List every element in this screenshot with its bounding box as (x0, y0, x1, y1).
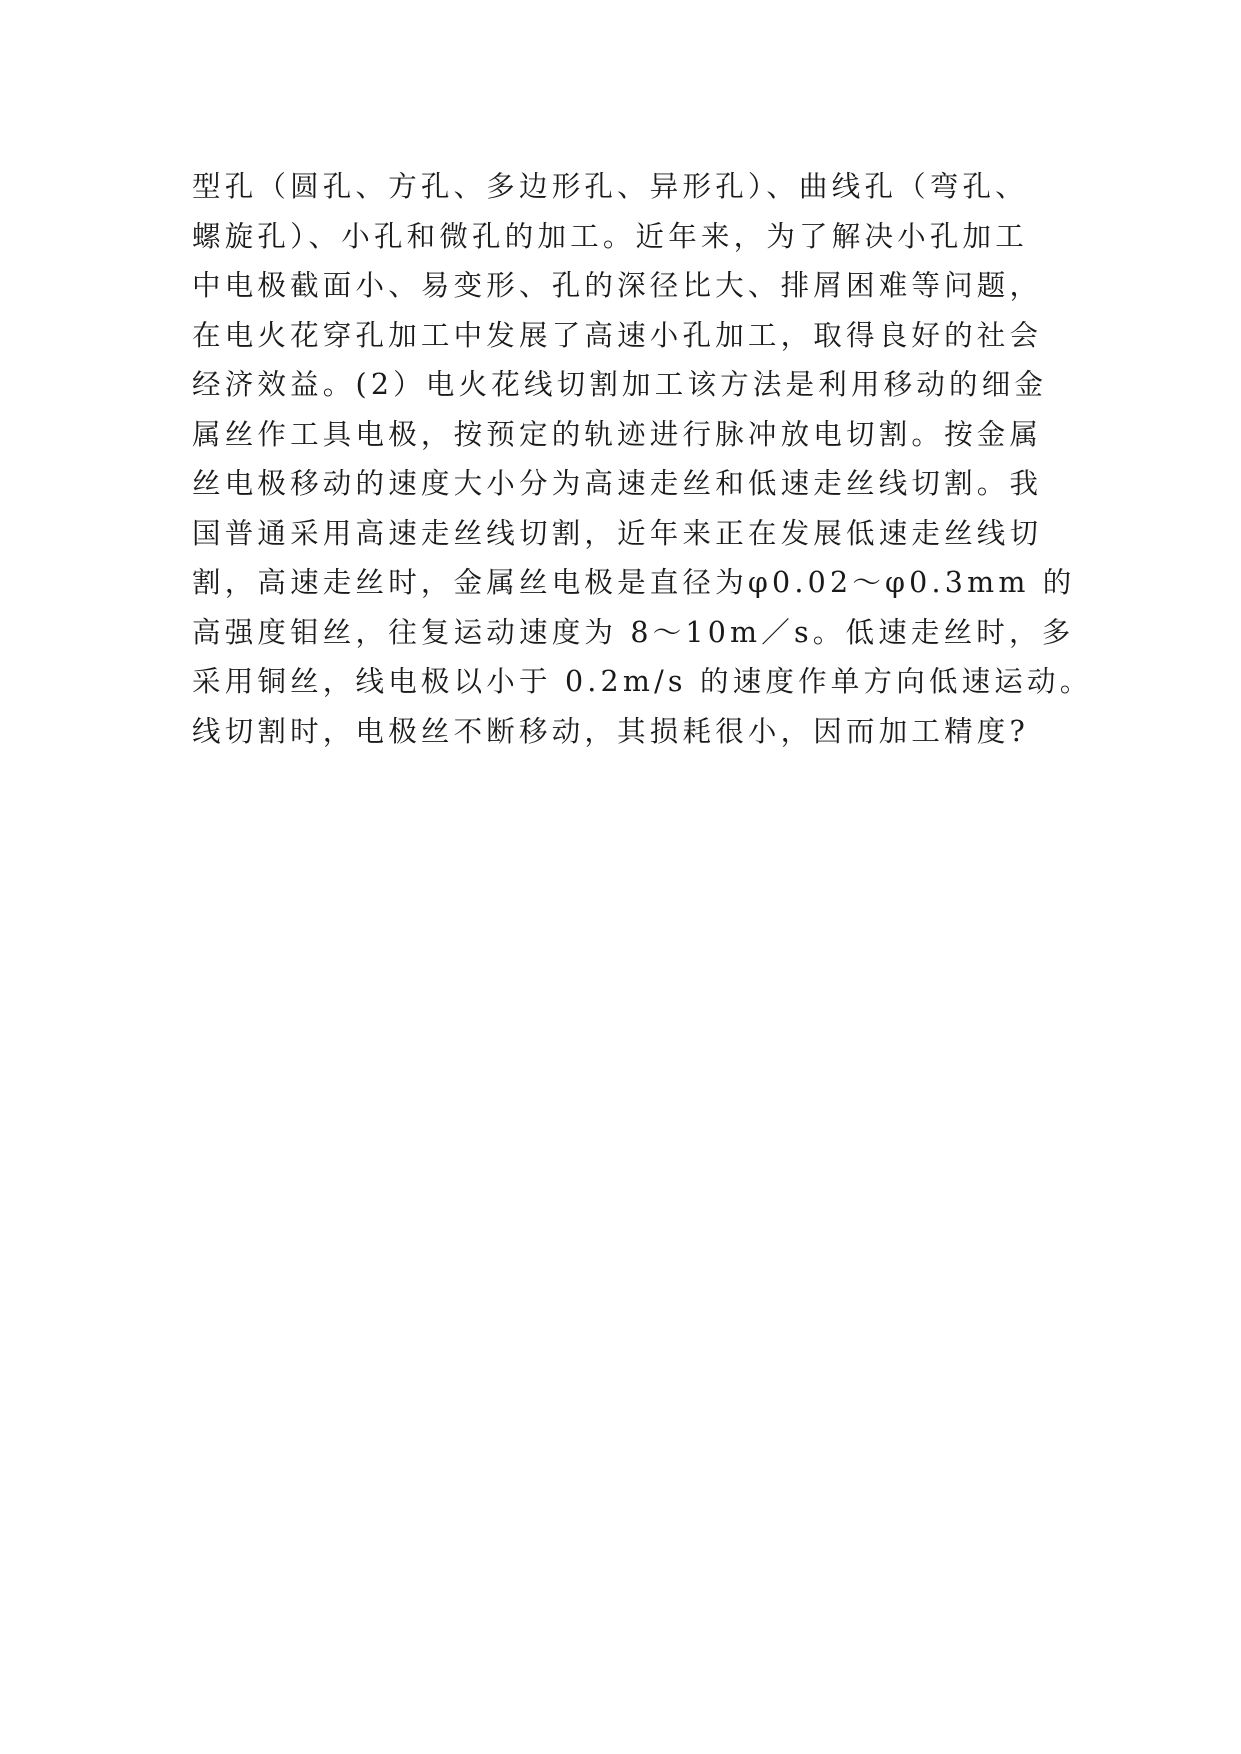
text-line: 高强度钼丝，往复运动速度为 8～10m／s。低速走丝时，多 (192, 615, 1075, 649)
text-line: 割，高速走丝时，金属丝电极是直径为φ0.02～φ0.3mm 的 (192, 566, 1076, 599)
text-line: 国普通采用高速走丝线切割，近年来正在发展低速走丝线切 (192, 516, 1043, 550)
text-line: 中电极截面小、易变形、孔的深径比大、排屑困难等问题， (192, 269, 1043, 302)
text-line: 属丝作工具电极，按预定的轨迹进行脉冲放电切割。按金属 (192, 417, 1043, 451)
text-line: 在电火花穿孔加工中发展了高速小孔加工，取得良好的社会 (192, 318, 1043, 352)
text-line: 经济效益。(2）电火花线切割加工该方法是利用移动的细金 (192, 368, 1048, 401)
text-line: 丝电极移动的速度大小分为高速走丝和低速走丝线切割。我 (192, 467, 1043, 500)
text-line: 线切割时，电极丝不断移动，其损耗很小，因而加工精度? (192, 714, 1029, 748)
text-line: 采用铜丝，线电极以小于 0.2m/s 的速度作单方向低速运动。 (192, 665, 1093, 698)
text-line: 型孔（圆孔、方孔、多边形孔、异形孔）、曲线孔（弯孔、 (192, 170, 1028, 203)
body-paragraph (192, 162, 1093, 756)
text-line: 螺旋孔）、小孔和微孔的加工。近年来，为了解决小孔加工 (192, 219, 1028, 253)
